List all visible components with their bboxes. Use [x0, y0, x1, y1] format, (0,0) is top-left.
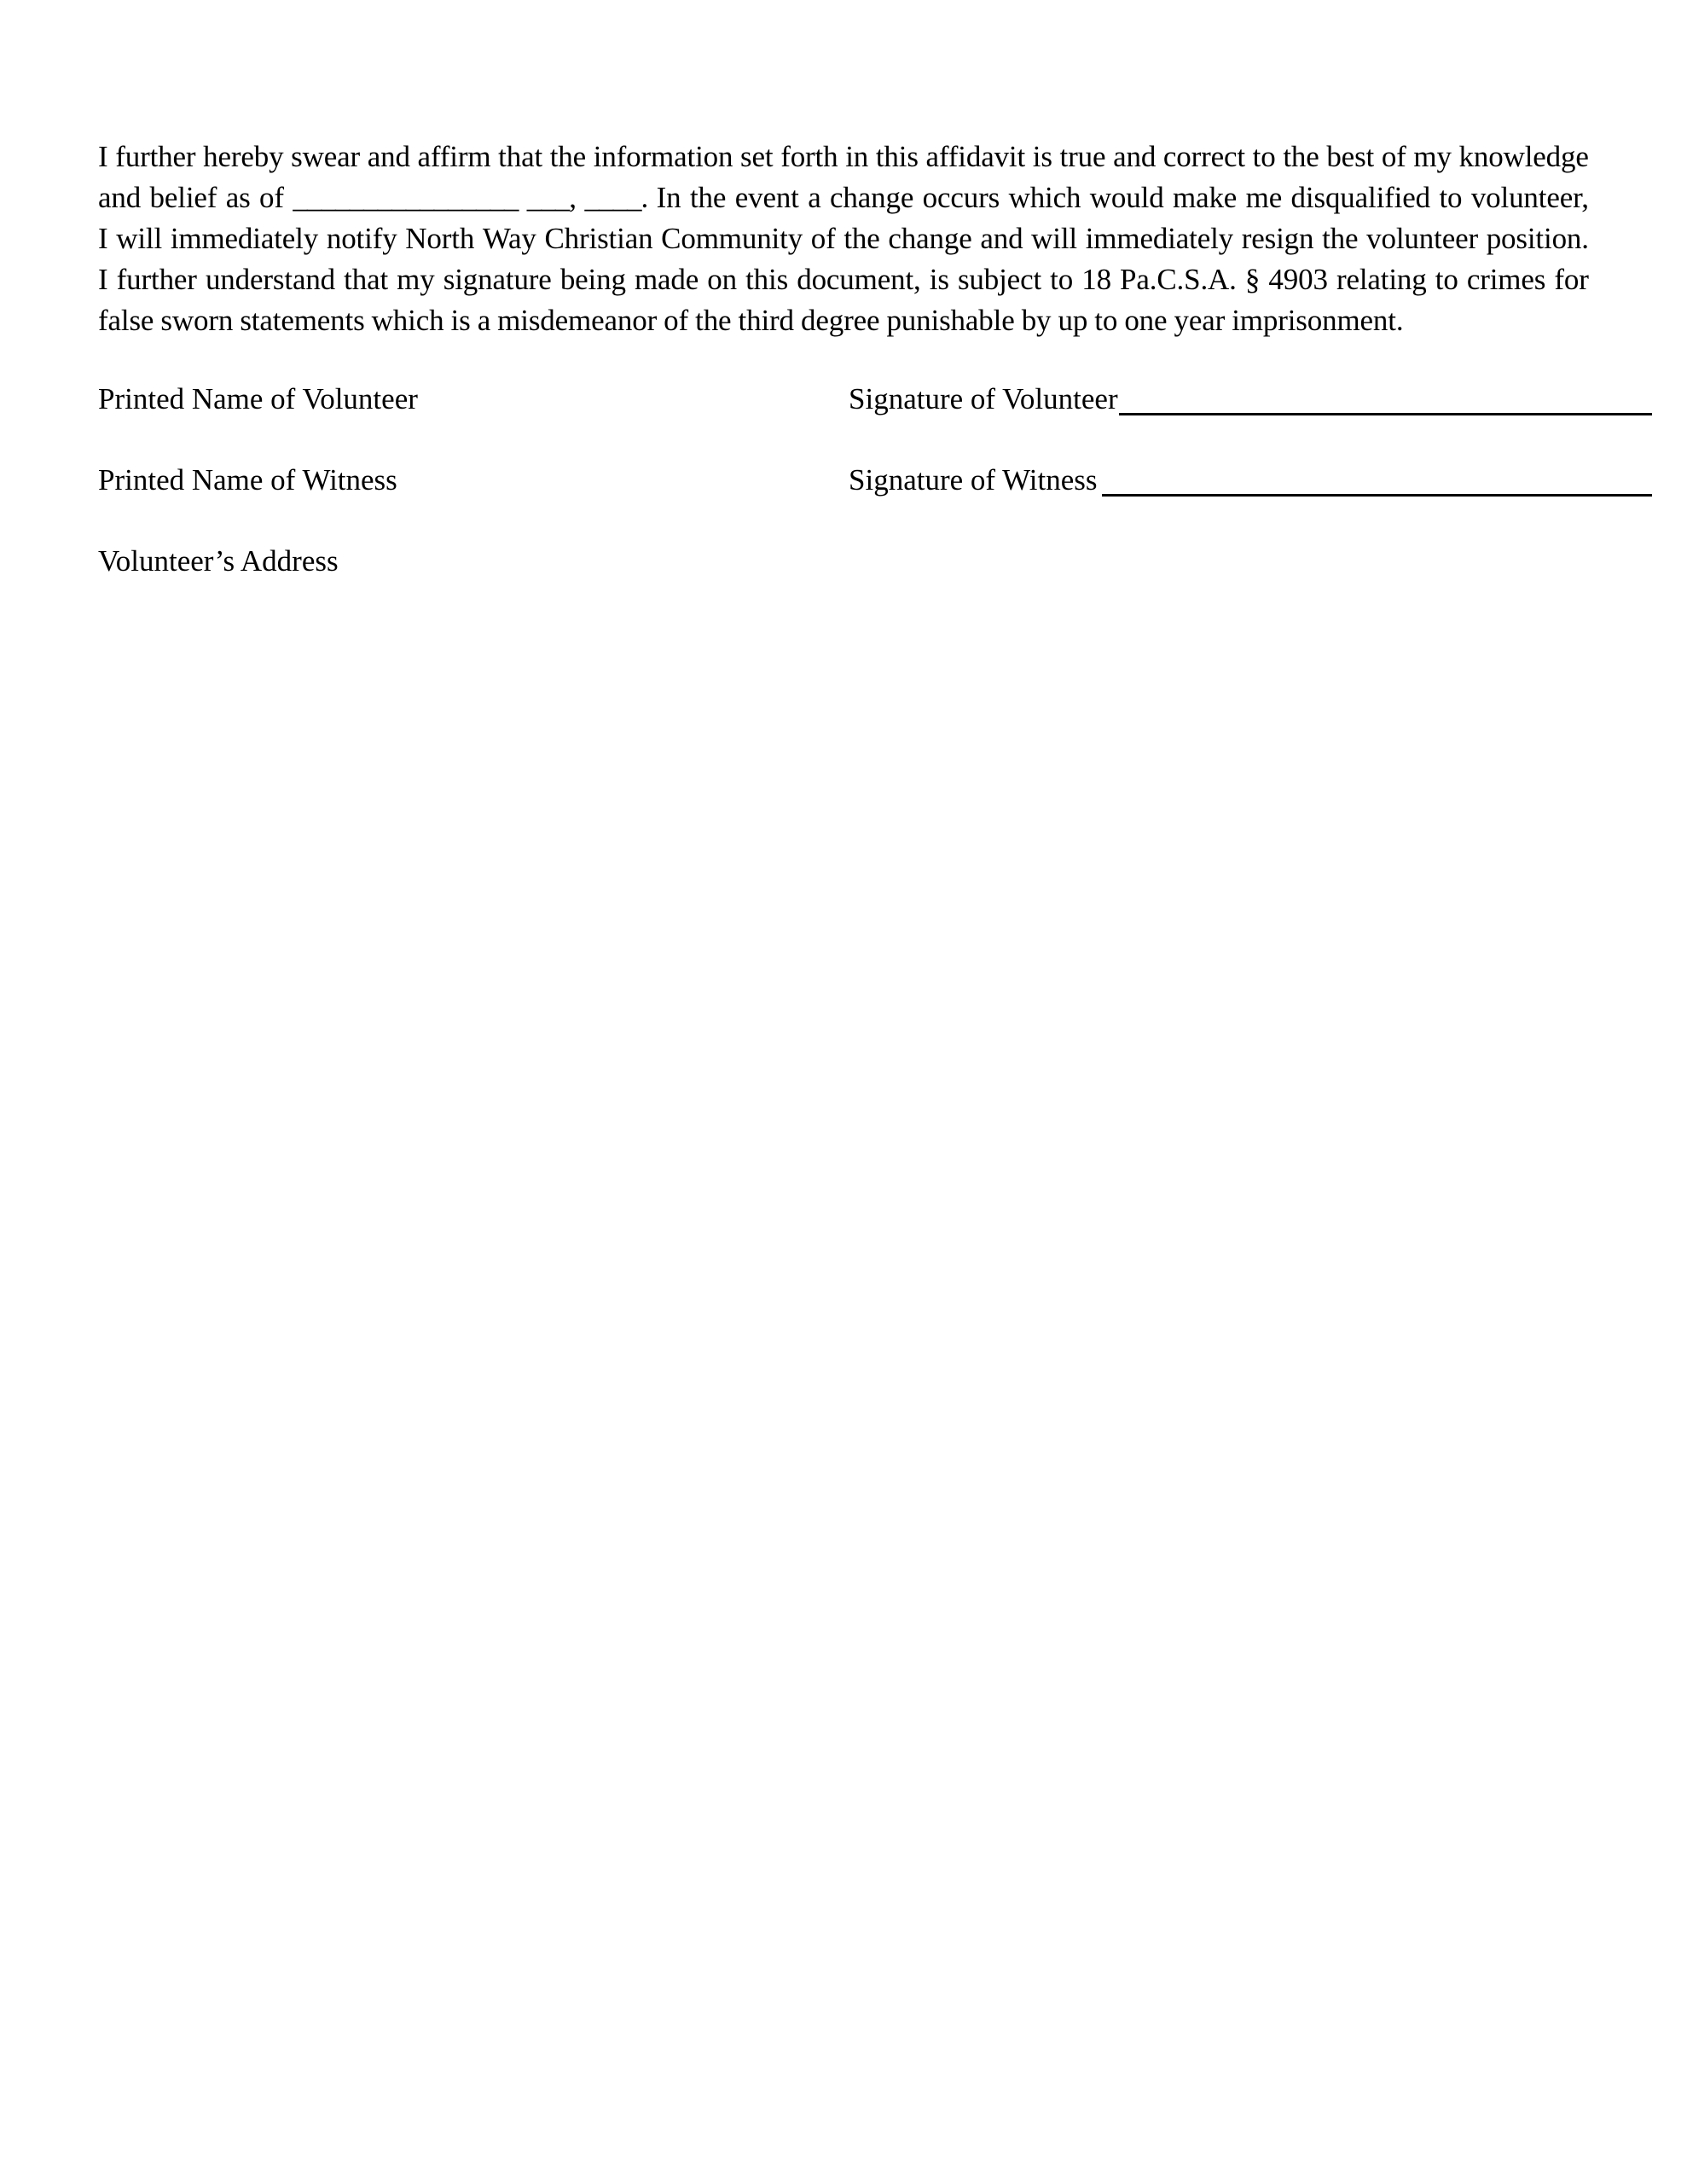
word: understand — [205, 263, 336, 296]
word: this — [745, 263, 789, 296]
paragraph-line-5: false sworn statements which is a misdemeanor of the third degree punishable by up to one year imprisonment. — [98, 304, 1404, 337]
section-symbol: § — [1244, 263, 1261, 296]
word: and — [367, 140, 410, 173]
word: information — [593, 140, 733, 173]
word: will — [116, 222, 163, 255]
word: the — [1322, 222, 1359, 255]
signature-of-witness-label: Signature of Witness — [849, 463, 1098, 497]
word: change — [830, 181, 914, 214]
word: the — [689, 181, 727, 214]
address-row — [98, 543, 1591, 594]
word: me — [1245, 181, 1283, 214]
printed-name-of-volunteer-label: Printed Name of Volunteer — [98, 382, 418, 415]
date-blank-day[interactable]: ___, — [526, 181, 577, 214]
word: further — [115, 140, 196, 173]
volunteer-address-label: Volunteer’s Address — [98, 544, 339, 578]
word: that — [498, 140, 543, 173]
signature-row-volunteer — [98, 380, 1591, 462]
word: resign — [1241, 222, 1314, 255]
word: and — [980, 222, 1023, 255]
word: true — [1059, 140, 1106, 173]
word: a — [808, 181, 821, 214]
document-body — [98, 136, 1589, 341]
word: event — [734, 181, 799, 214]
word: the — [844, 222, 880, 255]
word: notify — [326, 222, 397, 255]
word: to — [1439, 181, 1463, 214]
word: my — [1413, 140, 1452, 173]
word: I — [98, 263, 108, 296]
word: occurs — [922, 181, 1000, 214]
word: relating — [1336, 263, 1427, 296]
signature-of-volunteer-rule[interactable] — [1119, 413, 1652, 415]
word: to — [1050, 263, 1074, 296]
affidavit-paragraph — [98, 136, 1589, 341]
word: affidavit — [925, 140, 1026, 173]
word: volunteer — [1366, 222, 1478, 255]
signature-row-witness — [98, 462, 1591, 543]
word: knowledge — [1458, 140, 1589, 173]
statute-number: 4903 — [1268, 263, 1328, 296]
paragraph-line-3 — [98, 218, 1589, 259]
word: of — [1381, 140, 1406, 173]
word: subject — [957, 263, 1042, 296]
word: my — [397, 263, 435, 296]
word: crimes — [1466, 263, 1546, 296]
paragraph-line-1 — [98, 136, 1589, 177]
word: forth — [780, 140, 838, 173]
word: the — [549, 140, 587, 173]
word: on — [707, 263, 737, 296]
word: hereby — [203, 140, 284, 173]
word: volunteer, — [1470, 181, 1589, 214]
statute-citation: Pa.C.S.A. — [1120, 263, 1237, 296]
date-blank-long[interactable]: ________________ — [293, 181, 519, 214]
word: swear — [291, 140, 361, 173]
word: 18 — [1081, 263, 1111, 296]
signature-of-witness-rule[interactable] — [1102, 494, 1652, 497]
date-blank-year[interactable]: ____. — [584, 181, 648, 214]
word: Community — [661, 222, 803, 255]
word: made — [634, 263, 699, 296]
word: for — [1554, 263, 1589, 296]
word: change — [888, 222, 972, 255]
word: of — [259, 181, 284, 214]
word: will — [1031, 222, 1077, 255]
word: in — [845, 140, 869, 173]
word: and — [98, 181, 142, 214]
word: of — [810, 222, 836, 255]
word: North — [405, 222, 475, 255]
word: correct — [1162, 140, 1245, 173]
word: belief — [149, 181, 217, 214]
word: and — [1113, 140, 1157, 173]
word: the — [1283, 140, 1319, 173]
word: as — [225, 181, 251, 214]
word: I — [98, 140, 108, 173]
word: further — [116, 263, 197, 296]
word: I — [98, 222, 108, 255]
word: this — [875, 140, 919, 173]
paragraph-line-4 — [98, 259, 1589, 300]
word: disqualified — [1290, 181, 1430, 214]
word: Christian — [544, 222, 653, 255]
word: that — [344, 263, 389, 296]
word: immediately — [1085, 222, 1234, 255]
word: document, — [797, 263, 921, 296]
word: best — [1326, 140, 1375, 173]
word: immediately — [170, 222, 319, 255]
word: being — [559, 263, 626, 296]
signature-of-volunteer-label: Signature of Volunteer — [849, 382, 1118, 415]
word: is — [929, 263, 949, 296]
paragraph-line-2 — [98, 177, 1589, 218]
word: which — [1008, 181, 1081, 214]
word: make — [1173, 181, 1238, 214]
word: In — [656, 181, 681, 214]
word: to — [1435, 263, 1458, 296]
word: position. — [1486, 222, 1589, 255]
word: would — [1089, 181, 1164, 214]
word: affirm — [417, 140, 491, 173]
word: Way — [482, 222, 536, 255]
printed-name-of-witness-label: Printed Name of Witness — [98, 463, 397, 497]
word: to — [1252, 140, 1276, 173]
signature-block — [98, 380, 1591, 594]
word: is — [1032, 140, 1052, 173]
word: set — [740, 140, 774, 173]
word: signature — [443, 263, 552, 296]
